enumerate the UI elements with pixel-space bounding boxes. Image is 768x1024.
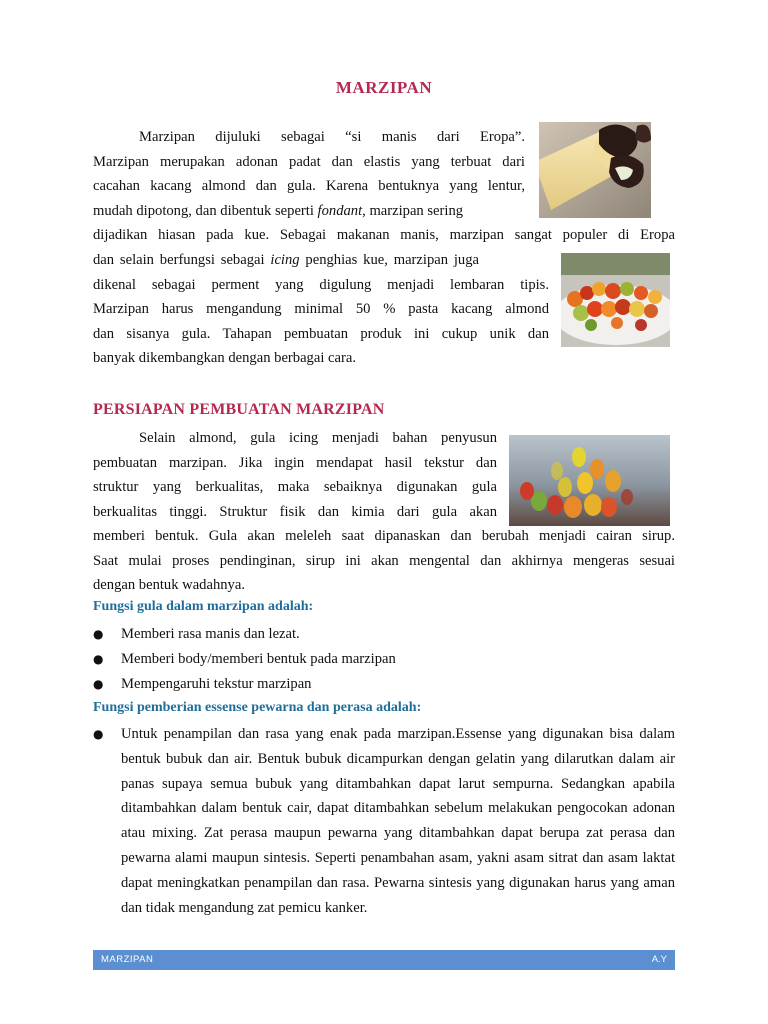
marzipan-pears-image <box>509 435 670 526</box>
intro-text: dan selain berfungsi sebagai <box>93 252 271 268</box>
section-paragraph <box>93 426 497 524</box>
list2 <box>93 722 675 920</box>
marzipan-fruits-plate-photo <box>561 253 670 347</box>
intro-italic-fondant: fondant <box>317 202 363 219</box>
marzipan-fruits-plate-image <box>561 253 670 347</box>
marzipan-log-image <box>539 122 651 218</box>
intro-line <box>93 248 549 273</box>
section-line: dengan bentuk wadahnya. <box>93 577 245 594</box>
marzipan-log-photo <box>539 122 651 218</box>
list-item-text: Untuk penampilan dan rasa yang enak pada marzipan.Essense yang digunakan bisa dalam bentuk bubuk dan air. Bentuk bubuk dicampurkan dengan gelatin yang dilarutkan dalam air panas supaya semua bubuk yang ditambahkan dapat larut sempurna. Sedangkan apabila ditambahkan dalam bentuk cair, dapat ditambahkan sebelum melakukan pengocokan adonan atau mixing. Zat perasa maupun pewarna yang ditambahkan dapat berupa zat perasa dan pewarna alami maupun sintesis. Seperti penambahan asam, yakni asam sitrat dan asam laktat dapat meningkatkan penampilan dan rasa. Pewarna sintesis yang digunakan harus yang aman dan tidak mengandung zat pemicu kanker. <box>121 726 675 916</box>
intro-paragraph-cont2 <box>93 248 549 371</box>
list-item <box>93 647 675 672</box>
section-line: struktur yang berkualitas, maka sebaiknya digunakan gula <box>93 479 497 496</box>
section-heading: PERSIAPAN PEMBUATAN MARZIPAN <box>93 401 385 418</box>
intro-line: dikenal sebagai perment yang digulung menjadi lembaran tipis. <box>93 276 549 293</box>
intro-line <box>93 199 525 224</box>
intro-italic-icing: icing <box>270 252 300 268</box>
intro-text: penghias kue, marzipan juga <box>299 252 479 268</box>
list-item-text: Mempengaruhi tekstur marzipan <box>121 675 312 692</box>
intro-line: dan sisanya gula. Tahapan pembuatan produk ini cukup unik dan <box>93 325 549 342</box>
intro-paragraph-cont <box>93 223 675 248</box>
footer-bar <box>93 950 675 970</box>
intro-line: banyak dikembangkan dengan berbagai cara. <box>93 350 356 367</box>
marzipan-pears-photo <box>509 435 670 526</box>
section-line: pembuatan marzipan. Jika ingin mendapat hasil tekstur dan <box>93 454 497 471</box>
intro-paragraph <box>93 125 525 223</box>
section-line: Selain almond, gula icing menjadi bahan penyusun <box>139 430 497 446</box>
section-line: memberi bentuk. Gula akan meleleh saat dipanaskan dan berubah menjadi cairan sirup. <box>93 528 675 544</box>
list1-heading: Fungsi gula dalam marzipan adalah: <box>93 599 314 614</box>
intro-line: Marzipan merupakan adonan padat dan elastis yang terbuat dari <box>93 153 525 170</box>
bullet-icon: ● <box>93 651 104 666</box>
intro-line: cacahan kacang almond dan gula. Karena bentuknya yang lentur, <box>93 178 525 195</box>
bullet-icon: ● <box>93 627 104 641</box>
bullet-icon: ● <box>93 676 104 691</box>
intro-text: mudah dipotong, dan dibentuk seperti <box>93 202 318 219</box>
list2-heading: Fungsi pemberian essense pewarna dan perasa adalah: <box>93 700 422 715</box>
section-line: berkualitas tinggi. Struktur fisik dan kimia dari gula akan <box>93 503 497 520</box>
section-paragraph-cont <box>93 524 675 598</box>
intro-line: Marzipan dijuluki sebagai “si manis dari Eropa”. <box>139 129 525 145</box>
intro-line: Marzipan harus mengandung minimal 50 % pasta kacang almond <box>93 301 549 318</box>
list-item-text: Memberi rasa manis dan lezat. <box>121 626 300 642</box>
intro-text: , marzipan sering <box>362 202 464 219</box>
bullet-icon: ● <box>93 727 104 741</box>
page-title: MARZIPAN <box>335 78 433 97</box>
footer-right-text: A.Y <box>651 954 667 965</box>
list1 <box>93 622 675 696</box>
footer-left-text: MARZIPAN <box>101 954 154 965</box>
section-line: Saat mulai proses pendinginan, sirup ini akan mengental dan akhirnya mengeras sesuai <box>93 552 675 569</box>
intro-line: dijadikan hiasan pada kue. Sebagai makanan manis, marzipan sangat populer di Eropa <box>93 227 675 243</box>
list-item <box>93 622 675 647</box>
list-item <box>93 722 675 920</box>
list-item-text: Memberi body/memberi bentuk pada marzipan <box>121 650 396 667</box>
list-item <box>93 672 675 697</box>
